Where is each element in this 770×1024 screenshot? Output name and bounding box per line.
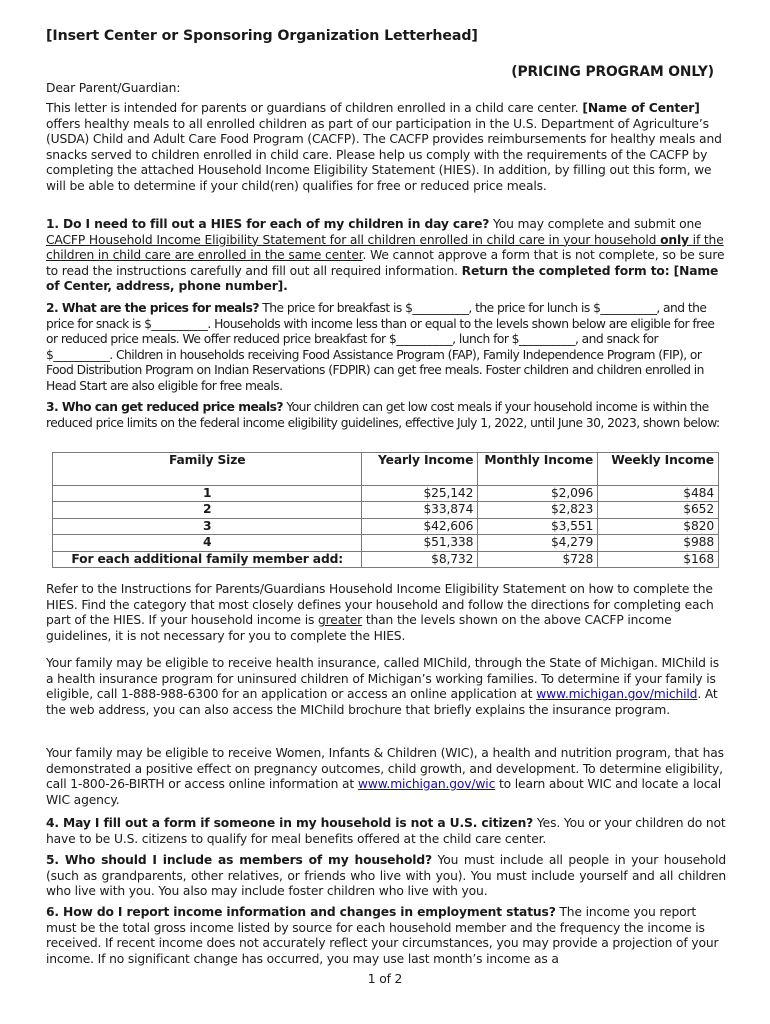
faq-4-text: Yes. You or your children do not have to be U.S. citizens to qualify for meal benefits offered at the child care center.	[46, 816, 726, 846]
table-row	[53, 486, 719, 502]
faq-6-question: 6. How do I report income information and changes in employment status?	[46, 905, 556, 919]
intro-text-1: This letter is intended for parents or guardians of children enrolled in a child care center.	[46, 101, 583, 115]
family-size-cell: 4	[53, 535, 362, 551]
refer-text-2: than the levels shown on the above CACFP income guidelines, it is not necessary for you to complete the HIES.	[46, 613, 672, 643]
program-type-label: (PRICING PROGRAM ONLY)	[511, 64, 714, 80]
faq-1-text: You may complete and submit one	[489, 217, 702, 231]
yearly-income-cell: $42,606	[362, 518, 478, 534]
greater-emphasis: greater	[317, 613, 363, 628]
faq-4	[46, 816, 726, 847]
refer-text-1: Refer to the Instructions for Parents/Guardians Household Income Eligibility Statement on how to complete the HIES. Find the category that most closely defines your household and follow the directions for completing each part of the HIES. If your household income is	[46, 582, 714, 628]
faq-2	[46, 301, 726, 395]
faq-6-text: The income you report must be the total gross income listed by source for each household member and the frequency the income is received. If recent income does not accurately reflect your circumstances, you may provide a projection of your income. If no significant change has occurred, you may use last month’s income as a	[46, 905, 719, 966]
table-row	[53, 535, 719, 551]
monthly-income-cell: $2,823	[478, 502, 598, 518]
wic-text-1: Your family may be eligible to receive Women, Infants & Children (WIC), a health and nutrition program, that has demonstrated a positive effect on pregnancy outcomes, child growth, and development. To determine eligibility, call 1-800-26-BIRTH or access online information at	[46, 746, 724, 792]
michild-paragraph	[46, 656, 726, 718]
weekly-income-cell: $988	[598, 535, 719, 551]
faq-1	[46, 217, 726, 295]
faq-5	[46, 853, 726, 900]
wic-paragraph	[46, 746, 726, 808]
monthly-income-cell: $2,096	[478, 486, 598, 502]
table-row	[53, 518, 719, 534]
faq-1-text-2: . We cannot approve a form that is not complete, so be sure to read the instructions carefully and fill out all required information.	[46, 248, 725, 278]
weekly-income-cell: $652	[598, 502, 719, 518]
michild-text-2: . At the web address, you can also access the MIChild brochure that briefly explains the insurance program.	[46, 687, 718, 717]
faq-3	[46, 400, 726, 431]
yearly-income-cell: $25,142	[362, 486, 478, 502]
refer-instructions-paragraph	[46, 582, 726, 644]
table-row	[53, 502, 719, 518]
faq-1-question: 1. Do I need to fill out a HIES for each of my children in day care?	[46, 217, 490, 231]
faq-1-underlined: CACFP Household Income Eligibility Statement for all children enrolled in child care in your household	[46, 232, 661, 247]
faq-5-question: 5. Who should I include as members of my household?	[46, 853, 432, 867]
table-row	[53, 551, 719, 567]
intro-text-2: offers healthy meals to all enrolled children as part of our participation in the U.S. Department of Agriculture’s (USDA) Child and Adult Care Food Program (CACFP). The CACFP provides reimbursements for healthy meals and snacks served to children enrolled in child care. Please help us comply with the requirements of the CACFP by completing the attached Household Income Eligibility Statement (HIES). In addition, by filling out this form, we will be able to determine if your child(ren) qualifies for free or reduced price meals.	[46, 116, 722, 193]
page-number: 1 of 2	[367, 972, 403, 986]
faq-5-text: You must include all people in your household (such as grandparents, other relatives, or friends who live with you). You must include yourself and all children who live with you. You also may include foster children who live with you.	[46, 853, 726, 899]
family-size-cell: 1	[53, 486, 362, 502]
wic-text-2: to learn about WIC and locate a local WIC agency.	[46, 777, 722, 807]
income-eligibility-table	[52, 452, 719, 568]
monthly-income-cell: $3,551	[478, 518, 598, 534]
salutation: Dear Parent/Guardian:	[46, 81, 181, 95]
weekly-income-cell: $484	[598, 486, 719, 502]
header-weekly-income: Weekly Income	[598, 453, 719, 486]
letterhead-placeholder: [Insert Center or Sponsoring Organization Letterhead]	[46, 28, 478, 44]
family-size-cell: 3	[53, 518, 362, 534]
wic-link[interactable]: www.michigan.gov/wic	[357, 777, 496, 792]
header-yearly-income: Yearly Income	[362, 453, 478, 486]
faq-2-text: The price for breakfast is $__________, the price for lunch is $__________, and the price for snack is $__________. Households with income less than or equal to the levels shown below are eligible for free or reduced price meals. We offer reduced price breakfast for $__________, lunch for $__________, and snack for $__________. Children in households receiving Food Assistance Program (FAP), Family Independence Program (FIP), or Food Distribution Program on Indian Reservations (FDPIR) can get free meals. Foster children and children enrolled in Head Start are also eligible for free meals.	[46, 301, 715, 393]
faq-4-question: 4. May I fill out a form if someone in my household is not a U.S. citizen?	[46, 816, 534, 830]
header-monthly-income: Monthly Income	[478, 453, 598, 486]
faq-3-text: Your children can get low cost meals if your household income is within the reduced price limits on the federal income eligibility guidelines, effective July 1, 2022, until June 30, 2023, shown below:	[46, 400, 720, 430]
monthly-income-cell: $4,279	[478, 535, 598, 551]
family-size-cell: For each additional family member add:	[53, 551, 362, 567]
faq-6	[46, 905, 726, 967]
faq-3-question: 3. Who can get reduced price meals?	[46, 400, 284, 414]
family-size-cell: 2	[53, 502, 362, 518]
yearly-income-cell: $51,338	[362, 535, 478, 551]
yearly-income-cell: $8,732	[362, 551, 478, 567]
weekly-income-cell: $820	[598, 518, 719, 534]
intro-paragraph	[46, 101, 726, 195]
michild-link[interactable]: www.michigan.gov/michild	[536, 687, 698, 702]
michild-text-1: Your family may be eligible to receive health insurance, called MIChild, through the State of Michigan. MIChild is a health insurance program for uninsured children of Michigan’s working families. To determine if your family is eligible, call 1-888-988-6300 for an application or access an online application at	[46, 656, 720, 702]
faq-1-underlined-2: if the children in child care are enrolled in the same center	[46, 232, 724, 263]
header-family-size: Family Size	[53, 453, 362, 486]
weekly-income-cell: $168	[598, 551, 719, 567]
center-name-placeholder: [Name of Center]	[582, 101, 700, 115]
faq-1-only: only	[660, 232, 689, 247]
return-form-instruction: Return the completed form to: [Name of Center, address, phone number].	[46, 263, 719, 294]
yearly-income-cell: $33,874	[362, 502, 478, 518]
monthly-income-cell: $728	[478, 551, 598, 567]
table-header-row	[53, 453, 719, 486]
faq-2-question: 2. What are the prices for meals?	[46, 301, 259, 315]
